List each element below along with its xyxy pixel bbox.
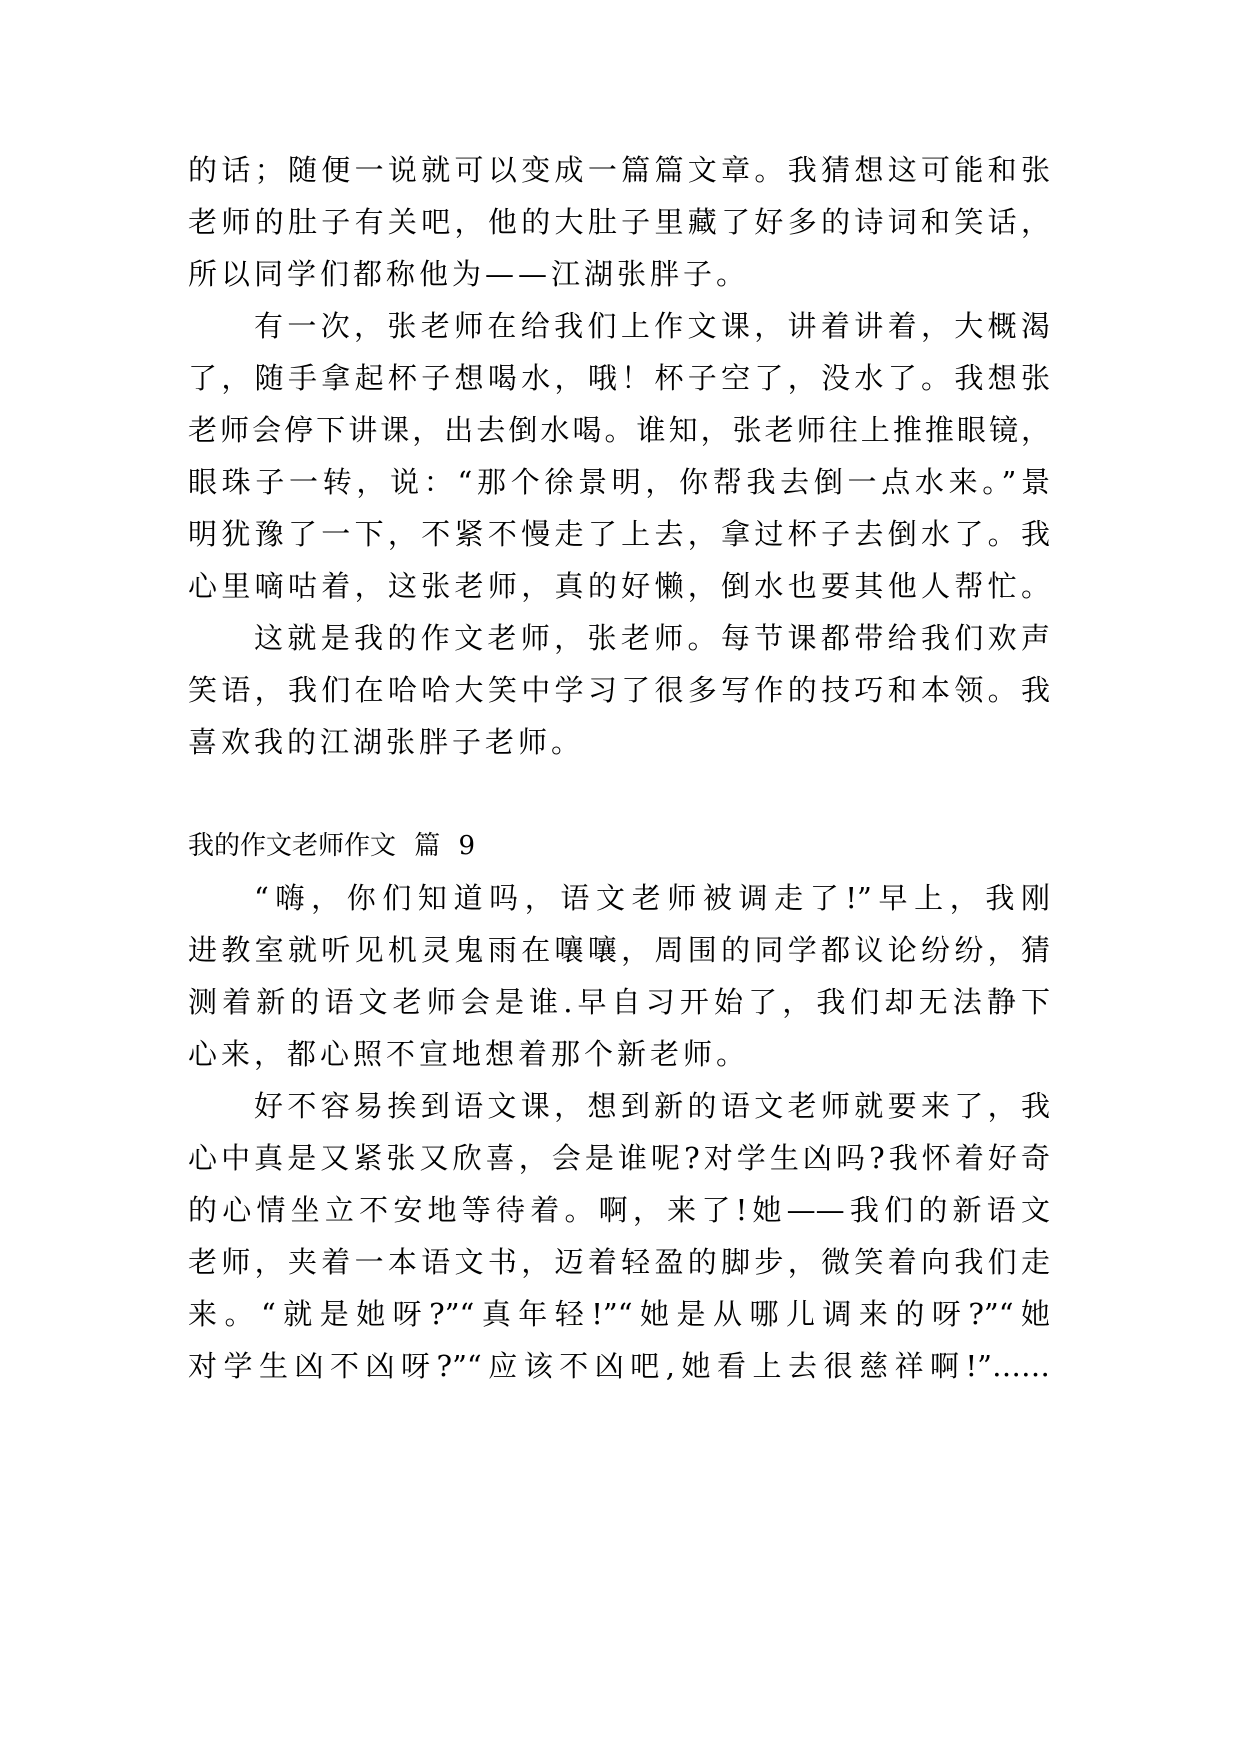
text-line: 进教室就听见机灵鬼雨在嚷嚷，周围的同学都议论纷纷，猜 [188, 933, 1050, 967]
text-column [188, 144, 1050, 1392]
text-line: 的话；随便一说就可以变成一篇篇文章。我猜想这可能和张 [188, 153, 1050, 187]
text-line: 明犹豫了一下，不紧不慢走了上去，拿过杯子去倒水了。我 [188, 517, 1050, 551]
text-line: 这就是我的作文老师，张老师。每节课都带给我们欢声 [254, 621, 1050, 655]
text-line: 测着新的语文老师会是谁.早自习开始了，我们却无法静下 [188, 985, 1050, 1019]
text-line: 心来，都心照不宣地想着那个新老师。 [188, 1037, 750, 1071]
paragraph [188, 300, 1050, 612]
text-line: 眼珠子一转，说：“那个徐景明，你帮我去倒一点水来。”景 [188, 465, 1050, 499]
text-line: 好不容易挨到语文课，想到新的语文老师就要来了，我 [254, 1089, 1050, 1123]
text-line: 老师，夹着一本语文书，迈着轻盈的脚步，微笑着向我们走 [188, 1245, 1050, 1279]
essay-title: 我的作文老师作文 篇 9 [188, 831, 476, 861]
text-line: 的心情坐立不安地等待着。啊，来了!她——我们的新语文 [188, 1193, 1050, 1227]
section-spacer [188, 768, 1050, 820]
text-line: “嗨，你们知道吗，语文老师被调走了!”早上，我刚 [254, 881, 1050, 915]
text-line: 心里嘀咕着，这张老师，真的好懒，倒水也要其他人帮忙。 [188, 569, 1050, 603]
paragraph [188, 144, 1050, 300]
text-line: 喜欢我的江湖张胖子老师。 [188, 725, 585, 759]
text-line: 心中真是又紧张又欣喜，会是谁呢?对学生凶吗?我怀着好奇 [188, 1141, 1050, 1175]
text-line: 了，随手拿起杯子想喝水，哦！杯子空了，没水了。我想张 [188, 361, 1050, 395]
text-line: 老师的肚子有关吧，他的大肚子里藏了好多的诗词和笑话， [188, 205, 1050, 239]
text-line: 老师会停下讲课，出去倒水喝。谁知，张老师往上推推眼镜， [188, 413, 1050, 447]
paragraph [188, 612, 1050, 768]
text-line: 来。“就是她呀?”“真年轻!”“她是从哪儿调来的呀?”“她 [188, 1297, 1050, 1331]
text-line: 对学生凶不凶呀?”“应该不凶吧,她看上去很慈祥啊!”…… [188, 1349, 1050, 1383]
paragraph [188, 872, 1050, 1080]
text-line: 笑语，我们在哈哈大笑中学习了很多写作的技巧和本领。我 [188, 673, 1050, 707]
paragraph [188, 1080, 1050, 1392]
text-line: 有一次，张老师在给我们上作文课，讲着讲着，大概渴 [254, 309, 1050, 343]
text-line: 所以同学们都称他为——江湖张胖子。 [188, 257, 750, 291]
